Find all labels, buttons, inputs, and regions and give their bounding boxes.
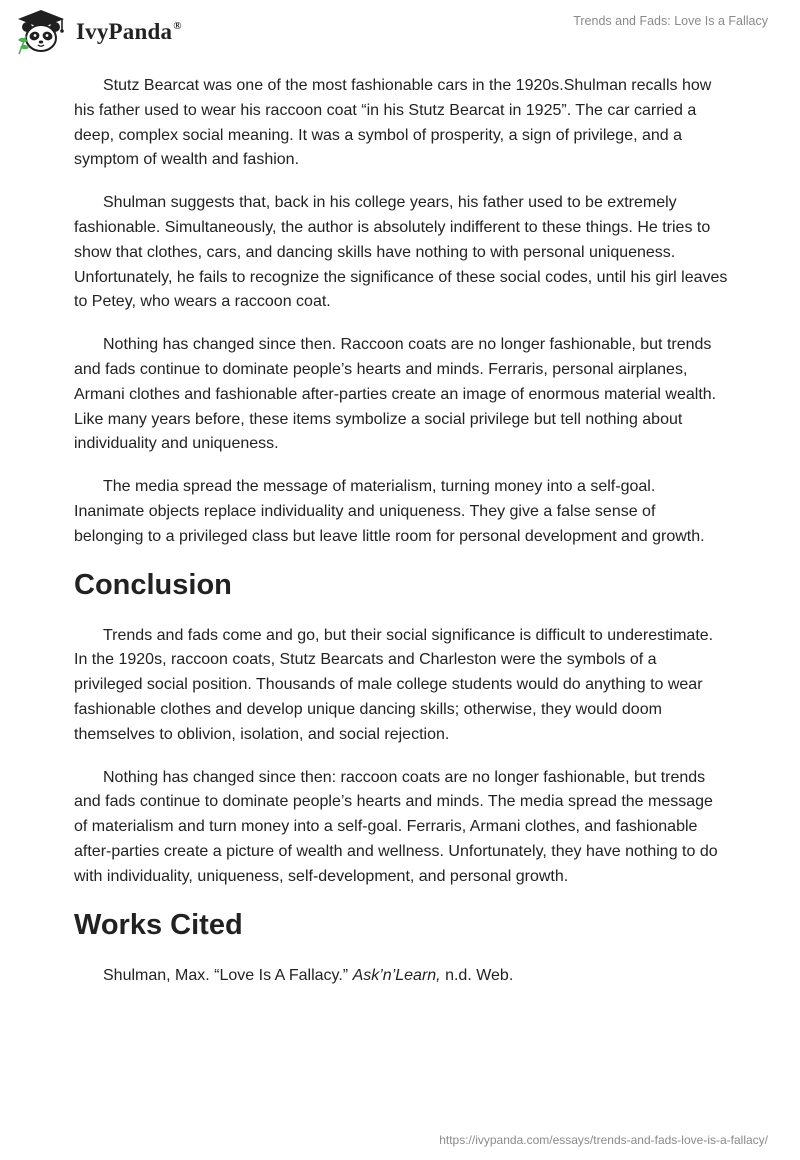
citation-suffix: n.d. Web. <box>440 966 514 984</box>
conclusion-paragraph: Nothing has changed since then: raccoon coats are no longer fashionable, but trends and fads continue to dominate people’s hearts and minds. The media spread the message of materialism and turn money into a self-goal. Ferraris, Armani clothes, and fashionable after-parties create a picture of wealth and wellness. Unfortunately, they have nothing to do with individuality, uniqueness, self-development, and personal growth. <box>74 768 718 885</box>
body-paragraph: Stutz Bearcat was one of the most fashionable cars in the 1920s.Shulman recalls how his father used to wear his raccoon coat “in his Stutz Bearcat in 1925”. The car carried a deep, complex social meaning. It was a symbol of prosperity, a sign of privilege, and a symptom of wealth and fashion. <box>74 77 712 169</box>
citation-prefix: Shulman, Max. “Love Is A Fallacy.” <box>103 966 353 984</box>
body-paragraph: The media spread the message of materialism, turning money into a self-goal. Inanimate objects replace individuality and uniqueness. They give a false sense of belonging to a privileged class but leave little room for personal development and growth. <box>74 478 705 545</box>
brand-name <box>76 19 182 45</box>
panda-logo-icon <box>14 8 68 56</box>
ivypanda-logo[interactable] <box>14 8 182 56</box>
works-cited-heading: Works Cited <box>74 908 243 941</box>
conclusion-heading: Conclusion <box>74 568 232 601</box>
citation-source: Ask’n’Learn, <box>352 966 441 984</box>
essay-content <box>74 74 729 988</box>
registered-mark: ® <box>173 20 182 32</box>
body-paragraph: Nothing has changed since then. Raccoon coats are no longer fashionable, but trends and fads continue to dominate people’s hearts and minds. Ferraris, personal airplanes, Armani clothes and fashionable after-parties create an image of enormous material wealth. Like many years before, these items symbolize a social privilege but tell nothing about individuality and uniqueness. <box>74 336 717 453</box>
body-paragraph: Shulman suggests that, back in his college years, his father used to be extremely fashionable. Simultaneously, the author is absolutely indifferent to these things. He tries to show that clothes, cars, and dancing skills have nothing to with personal uniqueness. Unfortunately, he fails to recognize the significance of these social codes, until his girl leaves to Petey, who wears a raccoon coat. <box>74 194 728 311</box>
document-title: Trends and Fads: Love Is a Fallacy <box>573 14 768 28</box>
brand-text: IvyPanda <box>76 19 173 44</box>
conclusion-paragraph: Trends and fads come and go, but their social significance is difficult to underestimate. In the 1920s, raccoon coats, Stutz Bearcats and Charleston were the symbols of a privileged social position. Thousands of male college students would do anything to wear fashionable clothes and develop unique dancing skills; otherwise, they would doom themselves to oblivion, isolation, and social rejection. <box>74 626 714 743</box>
page-header <box>0 0 800 64</box>
source-url[interactable]: https://ivypanda.com/essays/trends-and-fads-love-is-a-fallacy/ <box>439 1133 768 1147</box>
citation-entry <box>74 964 729 989</box>
